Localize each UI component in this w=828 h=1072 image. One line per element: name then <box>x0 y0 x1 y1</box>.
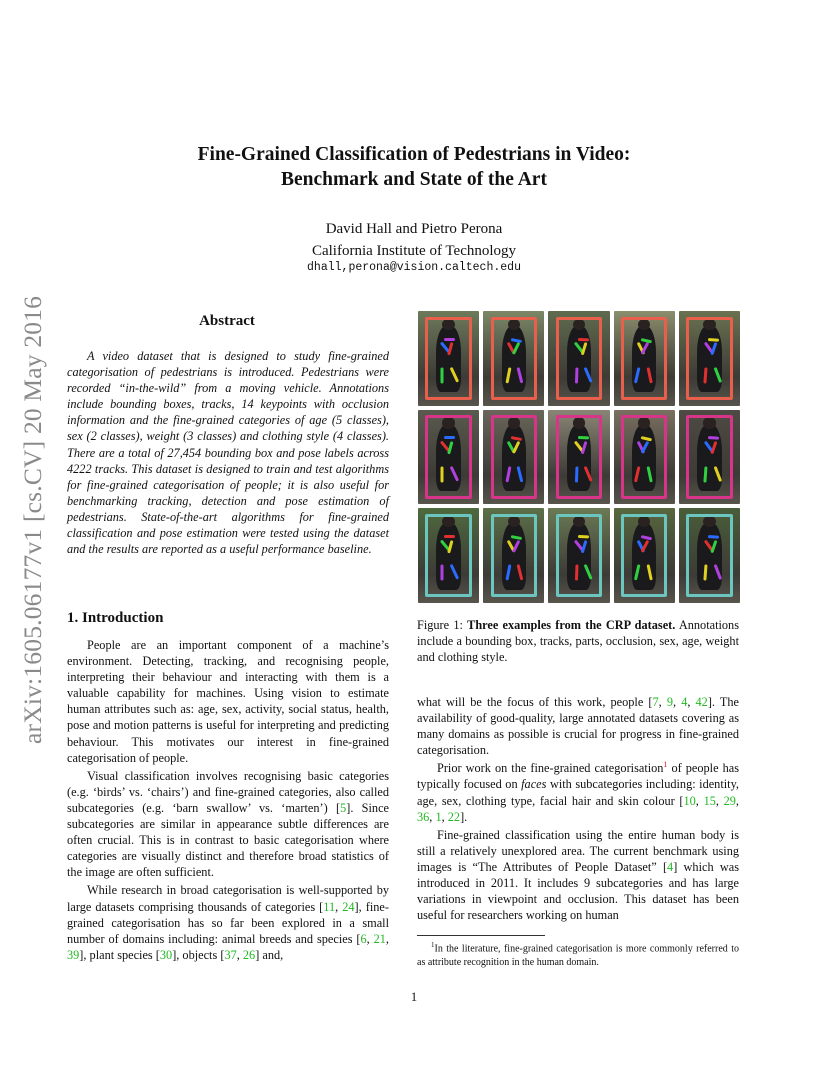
pedestrian-example-image <box>548 410 609 505</box>
footnote: $^1$In the literature, fine-grained categorisation is more commonly referred to as attribute recognition in the human domain. <box>417 941 739 969</box>
pedestrian-example-image <box>614 311 675 406</box>
pedestrian-example-image <box>418 311 479 406</box>
bounding-box <box>686 415 733 498</box>
intro-paragraph-1: People are an important component of a machine’s environment. Detecting, tracking, and recognising people, interpreting their behaviour and interacting with them is a valuable capability for machines. Using vision to estimate human attributes such as: age, sex, activity, social status, health, pose and motion patterns is useful for interpreting and predicting behaviour. This motivates our interest in fine-grained categorisation of people. <box>67 638 389 765</box>
bounding-box <box>425 415 472 498</box>
abstract-body: A video dataset that is designed to study fine-grained categorisation of pedestrians is introduced. Pedestrians were recorded “in-the-wild” from a moving vehicle. Annotations include bounding boxes, tracks, 14 keypoints with occlusion information and the fine-grained categories of age (5 classes), sex (2 classes), weight (3 classes) and clothing style (4 classes). There are a total of 27,454 bounding box and pose labels across 4222 tracks. This dataset is designed to train and test algorithms for fine-grained categorisation of people; it is also useful for benchmarking tracking, detection and pose estimation of pedestrians. State-of-the-art algorithms for fine-grained classification and pose estimation were tested using the dataset and the results are reported as a useful performance baseline. <box>67 349 389 557</box>
pedestrian-example-image <box>483 311 544 406</box>
bounding-box <box>556 415 603 498</box>
citation-link[interactable]: 1 <box>435 809 442 824</box>
footnote-marker[interactable]: 1 <box>663 760 668 770</box>
arxiv-identifier-stamp: arXiv:1605.06177v1 [cs.CV] 20 May 2016 <box>18 295 47 745</box>
bounding-box <box>621 317 668 400</box>
pedestrian-example-image <box>418 410 479 505</box>
bounding-box <box>491 317 538 400</box>
bounding-box <box>686 317 733 400</box>
citation-link[interactable]: 5 <box>340 800 347 815</box>
bounding-box <box>621 415 668 498</box>
author-block <box>0 218 828 262</box>
author-email: dhall,perona@vision.caltech.edu <box>307 261 521 274</box>
pedestrian-example-image <box>418 508 479 603</box>
footnote-rule <box>417 935 545 936</box>
figure-1-image-grid <box>418 311 740 603</box>
figure-1-caption: Figure 1: Three examples from the CRP dataset. Annotations include a bounding box, tracks, parts, occlusion, sex, age, weight and clothing style. <box>417 618 739 665</box>
citation-link[interactable]: 21 <box>373 931 386 946</box>
pedestrian-example-image <box>548 508 609 603</box>
citation-link[interactable]: 37 <box>224 947 237 962</box>
abstract-heading: Abstract <box>199 313 255 329</box>
introduction-heading: 1. Introduction <box>67 610 164 626</box>
pedestrian-example-image <box>483 508 544 603</box>
bounding-box <box>621 514 668 597</box>
citation-link[interactable]: 30 <box>159 947 173 962</box>
pedestrian-example-image <box>614 508 675 603</box>
citation-link[interactable]: 42 <box>695 695 708 709</box>
bounding-box <box>425 317 472 400</box>
pedestrian-example-image <box>483 410 544 505</box>
page-number: 1 <box>410 990 418 1004</box>
citation-link[interactable]: 7 <box>652 695 659 709</box>
pedestrian-example-image <box>679 410 740 505</box>
citation-link[interactable]: 36 <box>417 809 430 824</box>
right-column-text <box>417 694 739 925</box>
intro-paragraph-3: While research in broad categorisation is well-supported by large datasets comprising thousands of categories [11, 24], fine-grained categorisation has so far been explored in a small number of domains including: animal breeds and species [6, 21, 39], plant species [30], objects [37, 26] and, <box>67 883 389 962</box>
pedestrian-example-image <box>679 311 740 406</box>
intro-paragraph-2: Visual classification involves recognising basic categories (e.g. ‘birds’ vs. ‘chairs’) and fine-grained categories, also called subcategories (e.g. ‘barn swallow’ vs. ‘marten’) [5]. Since subcategories are similar in appearance subtle differences are often crucial. This is in contrast to basic categorisation where categories are visually distinct and therefore broad statistics of the image are often sufficient. <box>67 768 389 880</box>
citation-link[interactable]: 26 <box>242 947 256 962</box>
citation-link[interactable]: 4 <box>667 859 674 874</box>
citation-link[interactable]: 6 <box>360 931 367 946</box>
right-paragraph-3: Fine-grained classification using the entire human body is still a relatively unexplored area. The current benchmark using images is “The Attributes of People Dataset” [4] which was introduced in 2011. It includes 9 subcategories and has large variations in viewpoint and occlusion. This dataset has been useful for researchers working on human <box>417 827 739 923</box>
title-line-1: Fine-Grained Classification of Pedestrians in Video: <box>197 144 631 165</box>
citation-link[interactable]: 10 <box>683 793 696 808</box>
citation-link[interactable]: 39 <box>67 947 80 962</box>
citation-link[interactable]: 22 <box>447 809 461 824</box>
citation-link[interactable]: 29 <box>723 793 736 808</box>
citation-link[interactable]: 24 <box>342 899 355 914</box>
citation-link[interactable]: 4 <box>681 695 688 709</box>
pedestrian-example-image <box>614 410 675 505</box>
author-names: David Hall and Pietro Perona <box>325 221 503 237</box>
right-paragraph-2: Prior work on the fine-grained categorisation$^1$ of people has typically focused on faces with subcategories including: identity, age, sex, clothing type, facial hair and skin colour [10, 15, 29, 36, 1, 22]. <box>417 760 740 824</box>
citation-link[interactable]: 15 <box>703 793 716 808</box>
bounding-box <box>491 415 538 498</box>
bounding-box <box>491 514 538 597</box>
paper-title <box>0 142 828 192</box>
bounding-box <box>556 514 603 597</box>
right-paragraph-1: what will be the focus of this work, people [7, 9, 4, 42]. The availability of good-quality, large annotated datasets covering as many domains as possible is crucial for progress in fine-grained categorisation. <box>417 695 739 758</box>
left-column-text <box>67 637 389 965</box>
pedestrian-example-image <box>548 311 609 406</box>
bounding-box <box>425 514 472 597</box>
citation-link[interactable]: 9 <box>666 695 673 709</box>
author-affiliation: California Institute of Technology <box>311 243 517 259</box>
bounding-box <box>556 317 603 400</box>
bounding-box <box>686 514 733 597</box>
citation-link[interactable]: 11 <box>323 899 336 914</box>
title-line-2: Benchmark and State of the Art <box>281 169 547 190</box>
pedestrian-example-image <box>679 508 740 603</box>
